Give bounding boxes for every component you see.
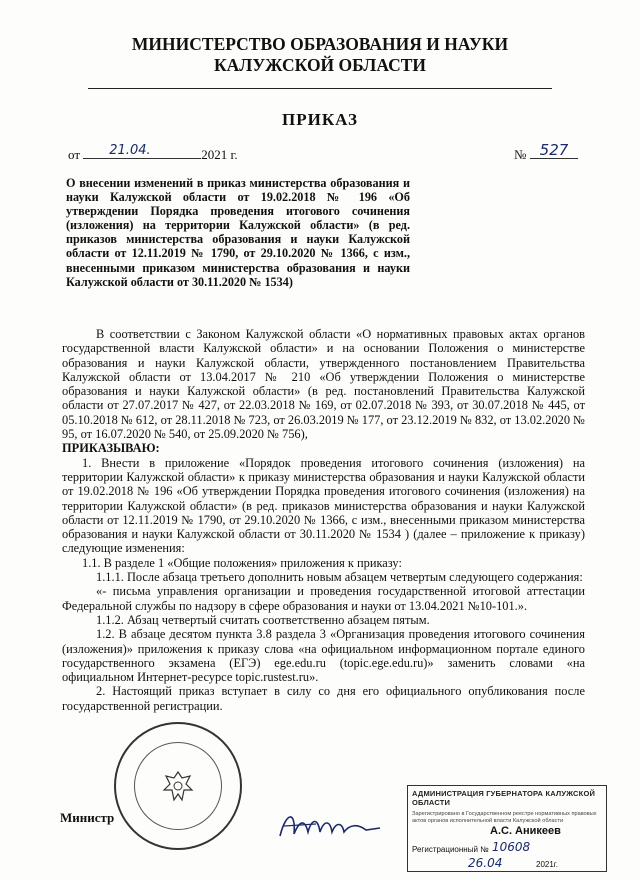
order-word: ПРИКАЗЫВАЮ: [62,441,160,456]
registration-number-label: Регистрационный № [412,845,489,854]
registration-date: 26.04 [468,856,503,870]
preamble: В соответствии с Законом Калужской области «О нормативных правовых актах органов государственной власти Калужской области» и на основании Положения о министерстве образования и науки Калужской области, утвержденного постановлением Правительства Калужской области от 13.04.2017 № 210 «Об утверждении Положения о министерстве образования и науки Калужской области» (в ред. постановлений Правительства Калужской области от 27.07.2017 № 427, от 22.03.2018 № 169, от 02.07.2018 № 393, от 30.07.2018 № 445, от 05.10.2018 № 612, от 28.11.2018 № 723, от 26.03.2019 № 177, от 23.12.2019 № 832, от 13.02.2020 № 95, от 16.07.2020 № 540, от 25.09.2020 № 756), [62,327,585,442]
item-1-2: 1.2. В абзаце десятом пункта 3.8 раздела 3 «Организация проведения итогового сочинения (изложения)» приложения к приказу слова «на официальном информационном портале единого государственного экзамена (ЕГЭ) ege.edu.ru (topic.ege.edu.ru)» заменить словами «на официальном Интернет-ресурсе topic.rustest.ru». [62,627,585,685]
item-1-1-2: 1.1.2. Абзац четвертый считать соответственно абзацем пятым. [96,612,430,627]
year-suffix: 2021 г. [201,147,238,162]
ministry-header [0,34,640,76]
handwritten-signature [276,806,386,846]
number-blank [530,141,578,159]
item-1-1-1: 1.1.1. После абзаца третьего дополнить новым абзацем четвертым следующего содержания: [96,570,583,585]
minister-title: Министр [60,810,115,825]
date-prefix: от [68,147,81,162]
registration-number: 10608 [492,840,531,854]
quote-paragraph: «- письма управления организации и проведения государственной итоговой аттестации Федеральной службы по надзору в сфере образования и науки от 13.04.2021 №10-101.». [62,584,585,613]
item-1: 1. Внести в приложение «Порядок проведения итогового сочинения (изложения) на территории Калужской области» к приказу министерства образования и науки Калужской области от 19.02.2018 № 196 «Об утверждении Порядка проведения итогового сочинения (изложения) на территории Калужской области» (в ред. приказов министерства образования и науки Калужской области от 12.11.2019 № 1790, от 29.10.2020 № 1366, с изм., внесенными приказом министерства образования и науки Калужской области от 30.11.2020 № 1534 ) (далее – приложение к приказу) следующие изменения: [62,455,585,556]
order-number-line [514,141,578,163]
coat-of-arms-icon [160,768,196,804]
order-date-line [68,145,238,163]
header-divider [88,88,552,89]
registration-header: АДМИНИСТРАЦИЯ ГУБЕРНАТОРА КАЛУЖСКОЙ ОБЛАСТИ [412,789,596,807]
registration-note: Зарегистрировано в Государственном реестре нормативных правовых актов органов исполнительной власти Калужской области [412,811,597,824]
order-body [62,327,585,713]
item-2: 2. Настоящий приказ вступает в силу со дня его официального опубликования после государственной регистрации. [62,684,585,713]
order-title: ПРИКАЗ [282,110,358,129]
date-blank [83,145,201,159]
item-1-1: 1.1. В разделе 1 «Общие положения» приложения к приказу: [82,555,402,570]
number-prefix: № [514,147,527,162]
registration-year: 2021г. [536,860,558,869]
ministry-line-1: МИНИСТЕРСТВО ОБРАЗОВАНИЯ И НАУКИ [131,34,509,54]
ministry-line-2: КАЛУЖСКОЙ ОБЛАСТИ [213,55,427,75]
handwritten-date: 21.04. [109,143,151,158]
registrar-name: А.С. Аникеев [490,825,561,837]
handwritten-number: 527 [539,141,569,159]
order-subject: О внесении изменений в приказ министерства образования и науки Калужской области от 19.02.2018 № 196 «Об утверждении Порядка проведения итогового сочинения (изложения) на территории Калужской области» (в ред. приказов министерства образования и науки Калужской области от 12.11.2019 № 1790, от 29.10.2020 № 1366, с изм., внесенными приказом министерства образования и науки Калужской области от 30.11.2020 № 1534) [66,176,410,289]
